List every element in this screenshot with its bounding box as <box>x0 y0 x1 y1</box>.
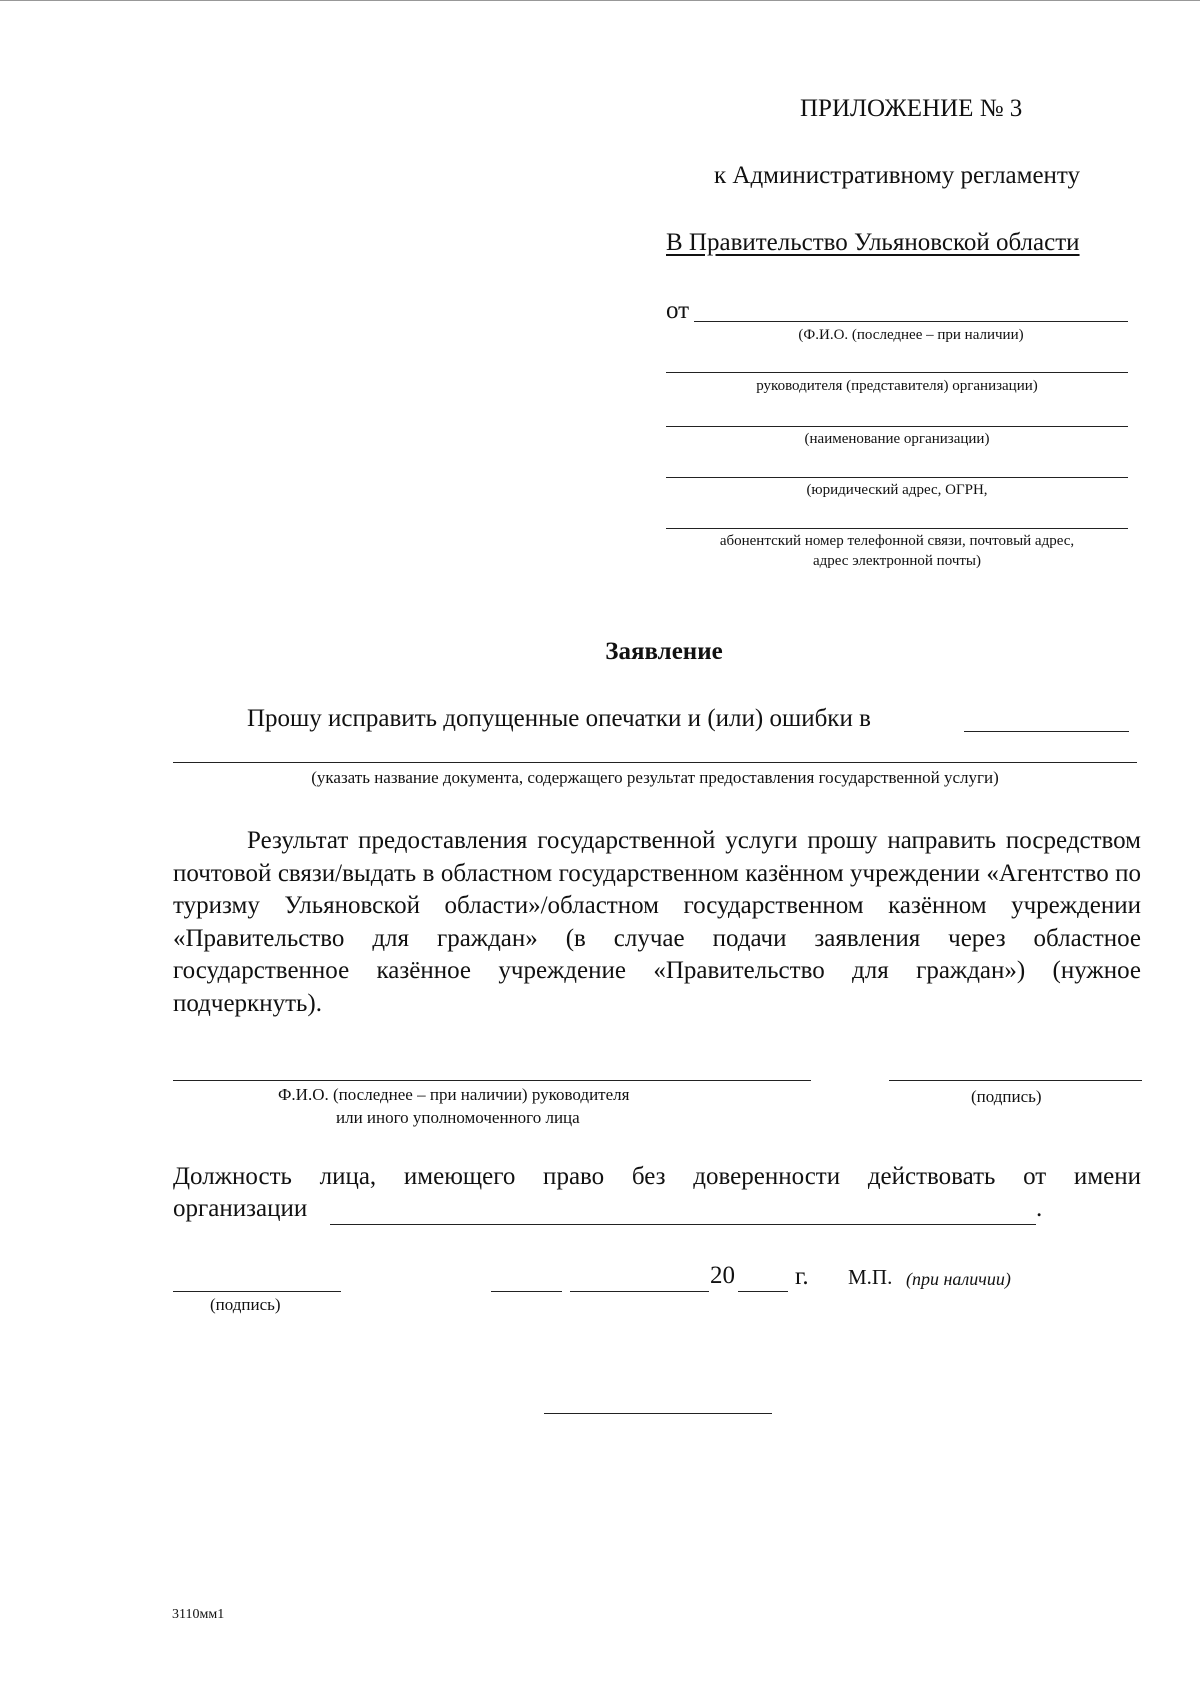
request-caption: (указать название документа, содержащего результат предоставления государственной услуги) <box>311 768 999 787</box>
representative-name-line[interactable] <box>173 1080 811 1081</box>
organization-name-line[interactable] <box>666 426 1128 427</box>
regulation-reference: к Административному регламенту <box>714 162 1081 189</box>
representative-caption-line2: или иного уполномоченного лица <box>336 1108 580 1127</box>
position-line1: Должность лица, имеющего право без доверенности действовать от имени <box>173 1163 1141 1190</box>
result-paragraph-text: Результат предоставления государственной услуги прошу направить посредством почтовой связи/выдать в областном государственном казённом учреждении «Агентство по туризму Ульяновской области»/областном государственном казённом учреждении «Правительство для граждан» (в случае подачи заявления через областное государственное казённое учреждение «Правительство для граждан») (нужное подчеркнуть). <box>173 827 1141 1017</box>
contacts-line[interactable] <box>666 528 1128 529</box>
appendix-number: ПРИЛОЖЕНИЕ № 3 <box>800 95 1023 122</box>
bottom-signature-line[interactable] <box>173 1291 341 1292</box>
legal-address-caption: (юридический адрес, ОГРН, <box>806 482 988 498</box>
signature-line[interactable] <box>889 1080 1142 1081</box>
applicant-name-caption: (Ф.И.О. (последнее – при наличии) <box>798 327 1024 343</box>
position-line2: организации <box>173 1195 308 1222</box>
bottom-signature-caption: (подпись) <box>210 1295 281 1314</box>
applicant-name-line[interactable] <box>694 321 1128 322</box>
bottom-separator-line <box>544 1413 772 1414</box>
representative-caption-line1: Ф.И.О. (последнее – при наличии) руководителя <box>278 1085 630 1104</box>
result-paragraph <box>173 825 1141 1021</box>
contacts-caption-line1: абонентский номер телефонной связи, почтовый адрес, <box>719 533 1075 549</box>
stamp-note: (при наличии) <box>906 1269 1011 1289</box>
document-title: Заявление <box>605 638 723 665</box>
legal-address-line[interactable] <box>666 477 1128 478</box>
position-end: . <box>1036 1195 1043 1222</box>
date-month-line[interactable] <box>570 1291 709 1292</box>
signature-caption: (подпись) <box>971 1087 1042 1106</box>
organization-name-caption: (наименование организации) <box>804 431 990 447</box>
date-day-line[interactable] <box>491 1291 562 1292</box>
scan-top-edge <box>0 0 1200 1</box>
from-label: от <box>666 297 690 324</box>
contacts-caption-line2: адрес электронной почты) <box>812 553 981 569</box>
date-year-suffix: г. <box>795 1263 809 1290</box>
footer-code: 3110мм1 <box>172 1607 225 1622</box>
date-year-prefix: 20 <box>710 1262 735 1289</box>
stamp-label: М.П. <box>848 1265 893 1289</box>
request-text: Прошу исправить допущенные опечатки и (или) ошибки в <box>247 705 871 732</box>
request-document-line[interactable] <box>173 762 1137 763</box>
applicant-role-line[interactable] <box>666 372 1128 373</box>
organization-position-line[interactable] <box>330 1224 1036 1225</box>
request-document-line-end[interactable] <box>964 731 1129 732</box>
date-year-line[interactable] <box>738 1291 788 1292</box>
addressee: В Правительство Ульяновской области <box>666 229 1080 256</box>
applicant-role-caption: руководителя (представителя) организации) <box>756 378 1038 394</box>
